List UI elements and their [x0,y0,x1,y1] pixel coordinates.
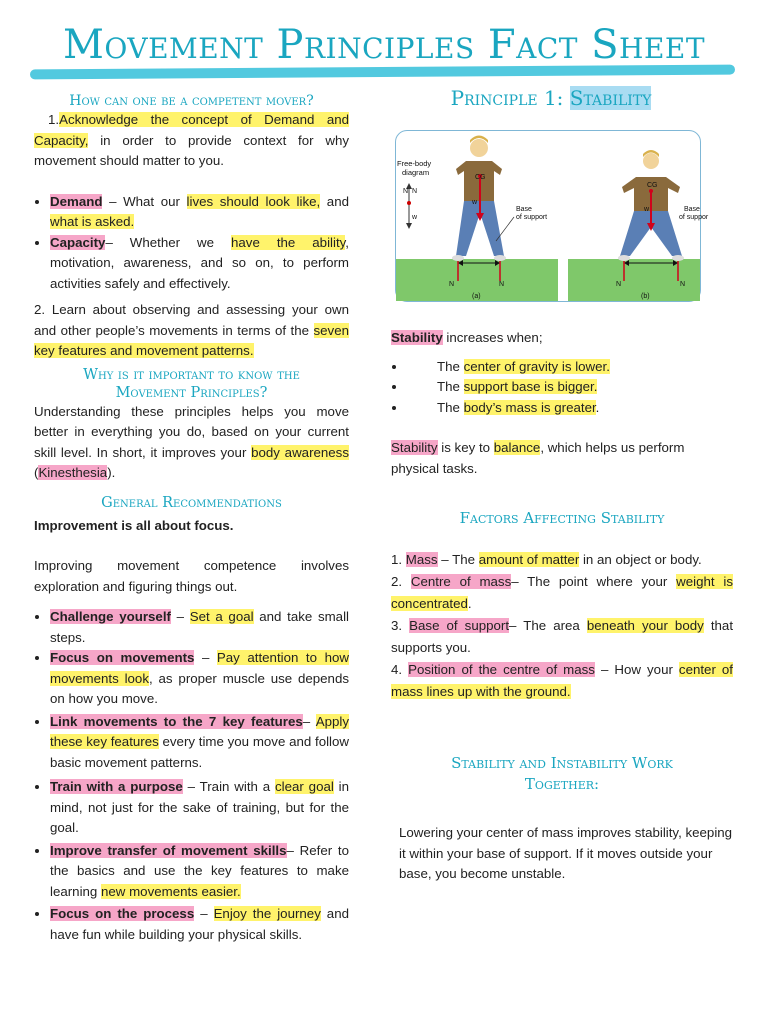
fbd-label: Free-body diagram [397,159,432,177]
page-title: Movement Principles Fact Sheet [62,22,706,68]
stability-key-paragraph: Stability is key to balance, which helps us perform physical tasks. [391,440,685,476]
heading-factors: Factors Affecting Stability [459,509,665,527]
stability-diagram [396,131,709,301]
tip-item: • Improve transfer of movement skills– Refer to the basics and use the key features to make learning new movements easier. [50,841,349,903]
list-item-demand: • Demand – What our lives should look like, and what is asked. [50,192,349,233]
factor-item: 4. Position of the centre of mass – How your center of mass lines up with the ground. [391,662,733,699]
heading-stability-instability: Stability and Instability Work Together: [451,754,673,793]
condition-item: • The body’s mass is greater. [407,398,733,419]
caption-a: (a) [472,293,481,300]
stability-figure [395,130,709,302]
tips-list [34,607,349,945]
right-column [391,328,733,885]
heading-competent-mover: How can one be a competent mover? [69,93,314,109]
condition-item: • The support base is bigger. [407,377,733,398]
w-label-b: w [644,206,650,213]
focus-statement: Improvement is all about focus. [34,517,234,533]
n-label-a1: N [449,281,455,288]
condition-item: • The center of gravity is lower. [407,357,733,378]
w-label-a: w [472,199,478,206]
caption-b: (b) [641,293,650,300]
fbd-n-right: N [412,188,418,195]
fbd-n-left: N [403,188,409,195]
point-one: 1.Acknowledge the concept of Demand and Capacity, in order to provide context for why movement should matter to you. [34,112,349,168]
fbd-arrow-down [406,223,412,229]
left-column [34,92,349,945]
demand-capacity-list [34,192,349,295]
stability-increases: Stability increases when; [391,330,543,345]
factors-list [391,549,733,703]
why-paragraph: Understanding these principles helps you move better in everything you do, based on your current skill level. In short, it improves your body awareness (Kinesthesia). [34,403,349,480]
principle-heading: Principle 1: Stability [450,86,652,110]
heading-general-recommendations: General Recommendations [101,494,282,511]
tip-item: • Challenge yourself – Set a goal and take small steps. [50,607,349,648]
base-label-b: Base of suppor [679,206,709,221]
heading-why-important: Why is it important to know the Movement Principles? [83,366,300,401]
fbd-point [407,201,411,205]
base-label-a: Base of support [516,206,548,221]
list-item-capacity: • Capacity– Whether we have the ability, motivation, awareness, and so on, to perform activities safely and effectively. [50,233,349,295]
tip-item: • Train with a purpose – Train with a clear goal in mind, not just for the sake of training, but for the goal. [50,777,349,839]
together-paragraph: Lowering your center of mass improves stability, keeping it within your base of support. If it moves outside your base, you become unstable. [399,825,733,881]
ground-b [568,259,700,301]
n-label-a2: N [499,281,505,288]
tip-item: • Link movements to the 7 key features– Apply these key features every time you move and follow basic movement patterns. [50,712,349,774]
conditions-list [391,357,733,419]
factor-item: 2. Centre of mass– The point where your weight is concentrated. [391,574,733,611]
cg-label-a: CG [475,174,486,181]
n-label-b1: N [616,281,622,288]
improving-paragraph: Improving movement competence involves exploration and figuring things out. [34,558,349,594]
tip-item: • Focus on the process – Enjoy the journey and have fun while building your physical skills. [50,904,349,945]
tip-item: • Focus on movements – Pay attention to how movements look, as proper muscle use depends on how you move. [50,648,349,710]
cg-label-b: CG [647,182,658,189]
factor-item: 3. Base of support– The area beneath your body that supports you. [391,618,734,655]
factor-item: 1. Mass – The amount of matter in an object or body. [391,552,702,567]
n-label-b2: N [680,281,686,288]
fbd-w: w [412,214,418,221]
point-two: 2. Learn about observing and assessing your own and other people’s movements in terms of the seven key features and movement patterns. [34,302,349,358]
